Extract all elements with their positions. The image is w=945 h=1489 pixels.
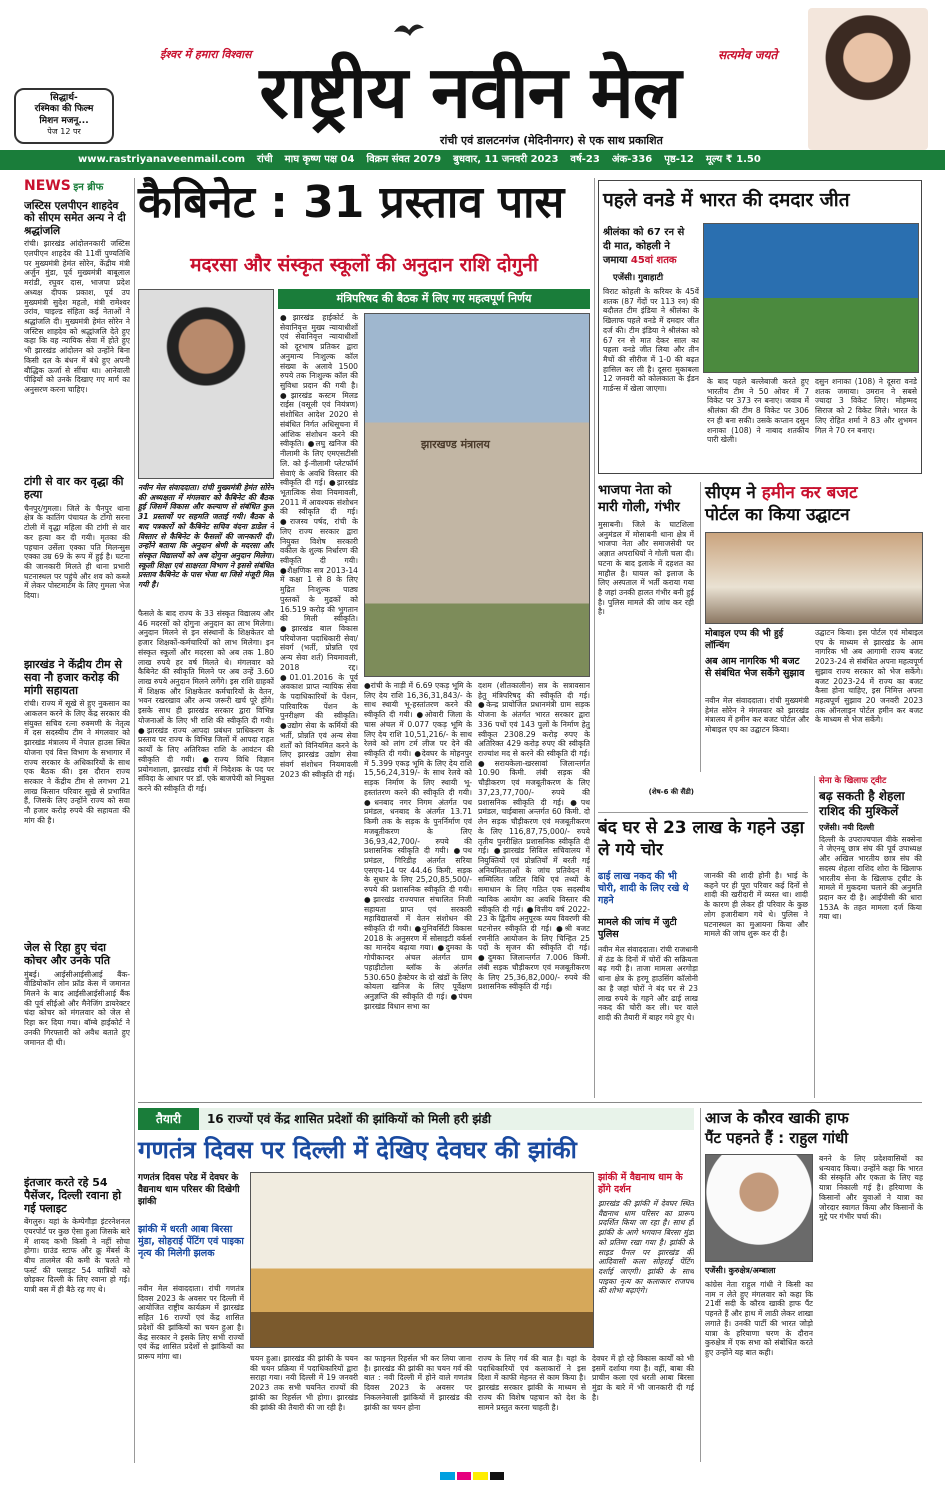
cricket-overlay-1: श्रीलंका को 67 रन से (603, 227, 685, 238)
budget-headline-highlight: हमीन कर बजट (761, 483, 858, 503)
rahul-headline-line-2 (705, 1128, 922, 1148)
dateline-city: रांची (257, 153, 273, 165)
cm-photo-caption: नवीन मेल संवाददाता। रांची मुख्यमंत्री हेमंत सोरेन की अध्यक्षता में मंगलवार को कैबिनेट की बैठक हुई जिसमें विकास और कल्याण से संबंधित कुल 31 प्रस्तावों पर सहमति जताई गयी। बैठक के बाद पत्रकारों को कैबिनेट सचिव वंदना डाडेल ने विस्तार से कैबिनेट के फैसलों की जानकारी दी। उन्होंने बताया कि अनुदान श्रेणी के मदरसा और संस्कृत विद्यालयों को अब दोगुना अनुदान मिलेगा। स्कूली शिक्षा एवं साक्षरता विभाग ने इससे संबंधित प्रस्ताव कैबिनेट के पास भेजा था जिसे मंजूरी मिल गयी है। (138, 483, 274, 590)
brief-label: इन ब्रीफ (73, 182, 104, 193)
brief-body: मुंबई। आईसीआईसीआई बैंक-वीडियोकॉन लोन फ्रॉड केस में जमानत मिलने के बाद आईसीआईसीआई बैंक की पूर्व सीईओ और मैनेजिंग डायरेक्टर चंदा कोचर को मंगलवार को जेल से रिहा कर दिया गया। बॉम्बे हाईकोर्ट ने उनकी गिरफ्तारी को अवैध बताते हुए जमानत दी थी। (24, 969, 130, 1047)
dateline-issue: अंक-336 (611, 153, 653, 165)
rahul-headline-2: पैंट पहनते हैं : (705, 1129, 785, 1147)
lead-headline: कैबिनेट : 31 प्रस्ताव पास (138, 177, 565, 228)
century-badge: 45वां शतक (630, 255, 677, 266)
brief-item[interactable] (24, 658, 130, 936)
lead-subhead: मदरसा और संस्कृत स्कूलों की अनुदान राशि दोगुनी (190, 254, 538, 276)
bjp-headline: भाजपा नेता को मारी गोली, गंभीर (598, 483, 680, 515)
masthead-model-photo (808, 8, 928, 150)
theft-story[interactable] (598, 812, 808, 1098)
bjp-story[interactable] (598, 482, 694, 808)
promo-line: सिद्धार्थ- (50, 93, 78, 103)
news-label: NEWS (24, 178, 71, 194)
rahul-headline-3: राहुल गांधी (789, 1129, 849, 1147)
lead-column-4: दशम (शीतकालीन) सत्र के सत्रावसान हेतु मंत्रिपरिषद् की स्वीकृति दी गई। ●केन्द्र प्रायोजित प्रधानमंत्री ग्राम सड़क योजना के अंतर्गत भारत सरकार द्वारा 336 पथों एवं 143 पुलों के निर्माण हेतु स्वीकृत 2308.29 करोड़ रुपए के अतिरिक्त 429 करोड़ रुपए की स्वीकृति राज्यांश मद से करने की स्वीकृति दी गई। ●सरायकेला-खरसावां जिलान्तर्गत 10.90 किमी. लंबी सड़क की चौड़ीकरण एवं मजबूतीकरण के लिए 37,23,77,700/- रुपये की प्रशासनिक स्वीकृति दी गई। ●पथ प्रमंडल, चाईबासा अन्तर्गत 60 किमी. दो लेन सड़क चौड़ीकरण एवं मजबूतीकरण के लिए 116,87,75,000/- रुपये तृतीय पुनरीक्षित प्रशासनिक स्वीकृति दी गई। ●झारखंड सिविल सचिवालय में नियुक्तियों एवं प्रोन्नतियों में बरती गई अनियमितताओं के जांच प्रतिवेदन में सम्मिलित जटिल विधि एवं तथ्यों के समाधान के लिए गठित एक सदस्यीय न्यायिक आयोग का अवधि विस्तार की स्वीकृति दी गई। ●वित्तीय वर्ष 2022-23 के द्वितीय अनुपूरक व्यय विवरणी की घटनोत्तर स्वीकृति दी गई। ●श्री बजट रणनीति आयोजन के लिए चिन्हित 25 पदों के सृजन की स्वीकृति दी गई। ●दुमका जिलान्तर्गत 7.006 किमी. लंबी सड़क चौड़ीकरण एवं मजबूतीकरण के लिए 25,36,82,000/- रुपये की प्रशासनिक स्वीकृति दी गई। (478, 681, 590, 992)
budget-body-2: उद्घाटन किया। इस पोर्टल एवं मोबाइल एप के माध्यम से झारखंड के आम नागरिक भी अब आगामी राज्य बजट 2023-24 से संबंधित अपना महत्वपूर्ण सुझाव राज्य सरकार को भेज सकेंगे। बजट 2023-24 में राज्य का बजट कैसा होना चाहिए, इस निमित्त अपना महत्वपूर्ण सुझाव 20 जनवरी 2023 तक ऑनलाइन पोर्टल हमीन कर बजट के माध्यम से भेज सकेंगे। (815, 628, 923, 725)
news-in-brief (24, 178, 130, 1463)
cricket-overlay-3 (603, 255, 677, 268)
tableau-body-2: चयन हुआ। झारखंड की झांकी के चयन की चयन प्रक्रिया में पदाधिकारियों द्वारा सराहा गया। नयी दिल्ली में 19 जनवरी 2023 तक सभी चयनित राज्यों की झांकी का रिहर्सल भी होगा। झारखंड की झांकी की तैयारी की जा रही है। (250, 1354, 358, 1412)
tableau-headline: गणतंत्र दिवस पर दिल्ली में देखिए देवघर की झांकी (138, 1136, 577, 1164)
brief-title: टांगी से वार कर वृद्धा की हत्या (24, 475, 124, 502)
lead-column-1: फैसले के बाद राज्य के 33 संस्कृत विद्यालय और 46 मदरसों को दोगुना अनुदान का लाभ मिलेगा। अनुदान मिलने से इन संस्थानों के शिक्षकेतर वो हजार शिक्षकों-कर्मचारियों को लाभ मिलेगा। इन संस्कृत स्कूलों और मदरसा को अब तक 1.80 लाख रुपये हर वर्ष मिलते थे। मंगलवार को कैबिनेट की स्वीकृति मिलने पर अब उन्हें 3.60 लाख रुपये अनुदान मिलने लगेंगे। इस राशि ग्राहकों में शिक्षक और शिक्षकेतर कर्मचारियों के वेतन, भवन रखरखाव और अन्य जरूरी खर्च पूरे होंगे। इसके साथ ही झारखंड सरकार द्वारा विभिन्न योजनाओं के लिए भी राशि की स्वीकृति दी गयी। ●झारखंड राज्य आपदा प्रबंधन प्राधिकरण के प्रस्ताव पर राज्य के विभिन्न जिलों में आपदा राहत कार्यों के लिए अतिरिक्त राशि के आवंटन की स्वीकृति दी गयी। ●राज्य विधि विज्ञान प्रयोगशाला, झारखंड रांची में निदेशक के पद पर संविदा के आधार पर डॉ. एके बाजपेयी को नियुक्त करने की स्वीकृति दी गई। (138, 609, 274, 793)
tableau-story[interactable] (138, 1172, 694, 1462)
cricket-column-1: विराट कोहली के करियर के 45वें शतक (87 गेंदों पर 113 रन) की बदौलत टीम इंडिया ने श्रीलंका के खिलाफ पहले वनडे में दमदार जीत दर्ज की। टीम इंडिया ने श्रीलंका को 67 रन से मात देकर साल का पहला वनडे जीत लिया और तीन मैचों की सीरीज में 1-0 की बढ़त हासिल कर ली है। दूसरा मुकाबला 12 जनवरी को कोलकाता के ईडन गार्डन्स में खेला जाएगा। (603, 287, 699, 394)
budget-headline-2: पोर्टल का किया उद्घाटन (705, 505, 850, 525)
website-link[interactable]: www.rastriyanaveenmail.com (78, 153, 246, 165)
cricket-overlay-2: दी मात, कोहली ने (603, 241, 670, 252)
tableau-side-1: गणतंत्र दिवस परेड में देवघर के वैद्यनाथ धाम परिसर की दिखेगी झांकी (138, 1173, 240, 1207)
print-registration-marks (440, 1472, 504, 1480)
column-rule (134, 178, 135, 1463)
app-launch-label: मोबाइल एप्प की भी हुई लॉन्चिंग (705, 629, 784, 651)
promo-page: पेज 12 पर (47, 126, 81, 136)
budget-headline-1: सीएम ने (705, 483, 756, 503)
shehla-headline: बढ़ सकती है शेहला राशिद की मुश्किलें (819, 788, 905, 818)
brief-body: चैनपुर/गुमला। जिले के चैनपुर थाना क्षेत्र के कातिंग पंचायत के टोंगो सरना टोली में वृद्धा महिला की टांगी से वार कर हत्या कर दी गयी। मृतका की पहचान उर्सेला एक्का पति मिलन्सुस एक्का उम्र 69 के रूप में हुई है। घटना की जानकारी मिलते ही थाना प्रभारी घटनास्थल पर पहुंचे और शव को कब्जे में लेकर पोस्टमार्टम के लिए गुमला भेज दिया। (24, 503, 130, 601)
brief-title: इंतजार करते रहे 54 पैसेंजर, दिल्ली रवाना हो गई फ्लाइट (24, 1175, 122, 1215)
brief-title: जस्टिस एलपीएन शाहदेव को सीएम समेत अन्य ने दी श्रद्धांजलि (24, 199, 126, 237)
brief-body: रांची। राज्य में सूखे से हुए नुकसान का आकलन करने के लिए केंद्र सरकार की संयुक्त सचिव रत्ना रुक्मणी के नेतृत्व में दस सदस्यीय टीम ने मंगलवार को झारखंड मंत्रालय में नेपाल हाउस स्थित योजना एवं वित्त विभाग के सभागार में राज्य सरकार के अधिकारियों के साथ एक बैठक की। इस दौरान राज्य सरकार ने केंद्रीय टीम से लगभग 21 लाख किसान परिवार सूखे से प्रभावित हैं, जिसके लिए उन्होंने राज्य को सवा नौ हजार करोड़ रुपये की सहायता की मांग की है। (24, 699, 130, 825)
promo-line: रश्मिका की फिल्म (34, 104, 94, 115)
theft-subhead: ढाई लाख नकद की भी चोरी, शादी के लिए रखे थे गहने (598, 871, 689, 906)
tableau-side-2: झांकी में धरती आबा बिरसा मुंडा, सोहराई पेंटिंग एवं पाइका नृत्य की मिलेगी झलक (138, 1224, 244, 1259)
dateline-year: वर्ष-23 (570, 153, 600, 165)
lead-column-3: ●रांची के नाड़ी में 6.69 एकड़ भूमि के लिए देय राशि 16,36,31,843/- के साथ स्थायी भू-हस्तांतरण करने की स्वीकृति दी गयी। ●ओवारी जिला के चास अंचल में 0.077 एकड़ भूमि के लिए देय राशि 10,51,216/- के साथ रेलवे को लांग टर्म लीज पर देने की स्वीकृति दी गयी। ●देवघर के मोहनपुर में 5.399 एकड़ भूमि के लिए देय राशि 15,56,24,319/- के साथ रेलवे को सड़क निर्माण के लिए स्थायी भू-हस्तांतरण करने की स्वीकृति दी गयी। ●धनबाद नगर निगम अंतर्गत पथ प्रमंडल, धनबाद के अंतर्गत 13.71 किमी तक के सड़क के पुनर्निर्माण एवं मजबूतीकरण के लिए 36,93,42,700/- रुपये की प्रशासनिक स्वीकृति दी गयी। ●पथ प्रमंडल, गिरिडीह अंतर्गत सरिया एसएच-14 पर 44.46 किमी. सड़क के सुधार के लिए 25,20,85,500/- रुपये की प्रशासनिक स्वीकृति दी गयी। ●झारखंड राज्यपाल संचालित निजी सहायता प्राप्त एवं सरकारी महाविद्यालयों में वेतन संशोधन की स्वीकृति दी गयी। ●युनिवर्सिटी विकास 2018 के अनुसरण में सोसाइटी वर्कर्स का मानदेय बढ़ाया गया। ●दुमका के गोपीकान्दर अंचल अंतर्गत ग्राम पहाड़ीटोला ब्लॉक के अंतर्गत 530.650 हेक्टेयर के दो खंडों के लिए कोयला खनिज के लिए पूर्वेक्षण अनुज्ञप्ति की स्वीकृति दी गई। ●पंचम झारखंड विधान सभा का (364, 681, 472, 1011)
lead-decision-bar: मंत्रिपरिषद की बैठक में लिए गए महत्वपूर्ण निर्णय (278, 289, 590, 309)
theft-headline: बंद घर से 23 लाख के गहने उड़ा ले गये चोर (598, 818, 805, 860)
brief-title: जेल से रिहा हुए चंदा कोचर और उनके पति (24, 941, 110, 968)
secretariat-photo (364, 313, 590, 677)
section-rule (138, 1102, 922, 1103)
column-rule (594, 178, 595, 1098)
shehla-body: दिल्ली के उपराज्यपाल वीके सक्सेना ने जेएनयू छात्र संघ की पूर्व उपाध्यक्ष और अखिल भारतीय छात्र संघ की सदस्य शेहला राशिद शोरा के खिलाफ भारतीय सेना के खिलाफ ट्वीट के मामले में मुकदमा चलाने की अनुमति प्रदान कर दी है। आईपीसी की धारा 153A के तहत मामला दर्ज किया गया था। (819, 834, 922, 922)
budget-headline-line-1 (705, 482, 922, 504)
newspaper-title: राष्ट्रीय नवीन मेल (259, 50, 681, 134)
masthead (0, 0, 945, 150)
rahul-photo (705, 1154, 813, 1262)
tableau-strap (138, 1108, 694, 1130)
cricket-column-2: के बाद पहले बल्लेबाजी करते हुए भारतीय टीम ने 50 ओवर में 7 विकेट पर 373 रन बनाए। जवाब में श्रीलंका की टीम 8 विकेट पर 306 रन ही बना सकी। उसके कप्तान दसुन शनाका (108) ने नाबाद शतकीय पारी खेली। (707, 377, 809, 445)
tableau-body-3: का फाइनल रिहर्सल भी कर लिया जाना है। झारखंड की झांकी का चयन गर्व की बात : नवी दिल्ली में होने वाले गणतंत्र दिवस 2023 के अवसर पर निकलनेवाली झांकियों में झारखंड की झांकी का चयन होना (364, 1354, 472, 1412)
brief-item[interactable] (24, 475, 130, 651)
theft-body-2: जानकी की शादी होनी है। भाई के कहने पर ही पूरा परिवार कई दिनों से शादी की खरीदारी में व्यस्त था। शादी के कारण ही लेकर ही परिवार के कुछ लोग हजारीबाग गये थे। पुलिस ने घटनास्थल का मुआयना किया और मामले की जांच शुरू कर दी है। (704, 871, 808, 939)
tableau-tag: तैयारी (138, 1108, 199, 1130)
tagline-left: ईश्वर में हमारा विश्वास (160, 48, 252, 61)
dateline-date: बुधवार, 11 जनवरी 2023 (453, 153, 559, 165)
brief-item[interactable] (24, 941, 130, 1169)
bird-icon (392, 18, 426, 44)
cricket-overlay-3a: जमाया (603, 255, 628, 266)
dateline-samvat: विक्रम संवत 2079 (366, 153, 442, 165)
theft-note: मामले की जांच में जुटी पुलिस (598, 917, 677, 940)
lead-story[interactable] (138, 175, 590, 1103)
news-brief-label (24, 178, 130, 196)
brief-title: झारखंड ने केंद्रीय टीम से सवा नौ हजार करोड़ की मांगी सहायता (24, 657, 122, 698)
theft-body-1: नवीन मेल संवाददाता। रांची राजधानी में ठंड के दिनों में चोरों की सक्रियता बढ़ गयी है। ताजा मामला अरगोड़ा थाना क्षेत्र के हरमू हाउसिंग कॉलोनी का है जहां चोरों ने बंद घर से 23 लाख रुपये के गहने और ढाई लाख नकद की चोरी कर ली। घर वाले शादी की तैयारी में बाहर गये हुए थे। (598, 945, 698, 1023)
promo-box[interactable] (14, 88, 114, 144)
publication-subtitle: रांची एवं डालटनगंज (मेदिनीनगर) से एक साथ प्रकाशित (440, 134, 663, 147)
dateline-price: मूल्य ₹ 1.50 (705, 153, 761, 165)
bjp-body: मुसाबनी। जिले के घाटशिला अनुमंडल में मोसाबनी थाना क्षेत्र में भाजपा नेता और समाजसेवी पर अज्ञात अपराधियों ने गोली चला दी। घटना के बाद इलाके में दहशत का माहौल है। घायल को इलाज के लिए अस्पताल में भर्ती कराया गया है जहां उनकी हालत गंभीर बनी हुई है। पुलिस मामले की जांच कर रही है। (598, 520, 694, 617)
cricket-column-3: दसुन शनाका (108) ने दूसरा वनडे शतक जमाया। उमरान ने सबसे ज्यादा 3 विकेट लिए। मोहम्मद सिराज को 2 विकेट मिले। भारत के लिए रोहित शर्मा ने 83 और शुभमन गिल ने 70 रन बनाए। (815, 377, 917, 435)
shehla-section-label: सेना के खिलाफ ट्वीट (819, 776, 887, 786)
tableau-box (598, 1172, 694, 1348)
lead-column-2: ●झारखंड हाईकोर्ट के सेवानिवृत्त मुख्य न्यायाधीशों एवं सेवानिवृत्त न्यायाधीशों को दूरभाष प्रतिकर द्वारा अनुमान्य निःशुल्क कॉल संख्या के अलावे 1500 रुपये तक निःशुल्क कॉल की सुविधा प्रदान की गयी है। ●झारखंड कस्टम मिलड राईस (वसूली एवं नियंत्रण) संशोधित आदेश 2020 से संबंधित निर्गत अधिसूचना में आंशिक संशोधन करने की स्वीकृति। ●लघु खनिज की नीलामी के लिए एमएसटीसी लि. को ई-नीलामी प्लेटफॉर्म सेवाएं के अवधि विस्तार की स्वीकृति दी गई। ●झारखंड भूतात्विक सेवा नियमावली, 2011 में आवश्यक संशोधन की स्वीकृति दी गई। ●राजस्व पर्षद, रांची के लिए राज्य सरकार द्वारा नियुक्त विशेष सरकारी वकील के शुल्क निर्धारण की स्वीकृति दी गयी। ●शैक्षणिक सत्र 2013-14 में कक्षा 1 से 8 के लिए मुद्रित निःशुल्क पाठ्य पुस्तकों के मुद्रकों को 16.519 करोड़ की भुगतान की मिली स्वीकृति। ●झारखंड बाल विकास परियोजना पदाधिकारी सेवा/संवर्ग (भर्ती, प्रोन्नति एवं अन्य सेवा शर्त) नियमावली, 2018 रद्द। ●01.01.2016 के पूर्व अवकाश प्राप्त न्यायिक सेवा के पदाधिकारियों के पेंशन, पारिवारिक पेंशन के पुनरीक्षण की स्वीकृति। ●उद्योग सेवा के कर्मियों की भर्ती, प्रोन्नति एवं अन्य सेवा शर्तों को विनियमित करने के लिए झारखंड उद्योग सेवा संवर्ग संशोधन नियमावली 2023 की स्वीकृति दी गई। (280, 313, 358, 779)
promo-line: मिशन मजनू... (39, 115, 89, 126)
dateline-tithi: माघ कृष्ण पक्ष 04 (284, 153, 355, 165)
rahul-body-right: बनने के लिए प्रदेशवासियों का धन्यवाद किया। उन्होंने कहा कि भारत की संस्कृति और एकता के लिए यह यात्रा निकाली गई है। हरियाणा के किसानों और युवाओं ने यात्रा का जोरदार स्वागत किया और किसानों के मुद्दे पर गंभीर चर्चा की। (819, 1154, 923, 1222)
budget-body-1: नवीन मेल संवाददाता। रांची मुख्यमंत्री हेमंत सोरेन ने मंगलवार को झारखंड मंत्रालय में हमीन कर बजट पोर्टल और मोबाइल एप का उद्घाटन किया। (705, 696, 809, 735)
brief-body: बेंगलुरु। यहां के केम्पेगौड़ा इंटरनेशनल एयरपोर्ट पर कुछ ऐसा हुआ जिसके बारे में शायद कभी किसी ने नहीं सोचा होगा। ग्राउंड स्टाफ और क्रू मेंबर्स के बीच तालमेल की कमी के चलते गो फर्स्ट की फ्लाइट 54 यात्रियों को छोड़कर दिल्ली के लिए रवाना हो गई। यात्री बस में ही बैठे रह गए थे। (24, 1217, 130, 1295)
brief-item[interactable] (24, 1176, 130, 1388)
cricket-story[interactable] (598, 180, 922, 474)
rahul-body: कांग्रेस नेता राहुल गांधी ने किसी का नाम न लेते हुए मंगलवार को कहा कि 21वीं सदी के कौरव खाकी हाफ पैंट पहनते हैं और हाथ में लाठी लेकर शाखा लगाते हैं। उनकी पार्टी की भारत जोड़ो यात्रा के हरियाणा चरण के दौरान कुरुक्षेत्र में एक सभा को संबोधित करते हुए उन्होंने यह बात कही। (705, 1280, 813, 1358)
rahul-headline-1: आज के कौरव खाकी हाफ (705, 1109, 849, 1127)
motto: सत्यमेव जयते (718, 48, 778, 62)
cm-photo (138, 289, 274, 479)
kohli-photo (703, 223, 919, 373)
dateline-pages: पृष्ठ-12 (664, 153, 694, 165)
tableau-box-body: झारखंड की झांकी में देवघर स्थित वैद्यनाथ धाम परिसर का प्रारूप प्रदर्शित किया जा रहा है। साथ ही झांकी के आगे भगवान बिरसा मुंडा को प्रतिमा रखा गया है। झांकी के साइड पैनल पर झारखंड की आदिवासी कला सोहराई पेंटिंग दर्शाई जाएगी। झांकी के साथ पाइका नृत्य का कलाकार राजपथ की शोभा बढ़ाएंगे। (598, 1199, 694, 1296)
budget-portal-story[interactable] (700, 482, 922, 772)
rahul-byline: एजेंसी। कुरुक्षेत्र/अम्बाला (705, 1266, 776, 1275)
budget-subhead: अब आम नागरिक भी बजट से संबंधित भेज सकेंगे सुझाव (705, 656, 805, 679)
dateline-bar (0, 150, 945, 170)
tableau-photo (250, 1172, 594, 1348)
tableau-box-body-2: देवघर में हो रहे विकास कार्यों को भी इसमें दर्शाया गया है। वहीं, बाबा की प्राचीन कला एवं धरती आबा बिरसा मुंडा के बारे में भी जानकारी दी गई है। (592, 1354, 694, 1402)
tableau-strapline: 16 राज्यों एवं केंद्र शासित प्रदेशों की झांकियों को मिली हरी झंडी (206, 1111, 491, 1126)
tableau-body: नवीन मेल संवाददाता। रांची गणतंत्र दिवस 2023 के अवसर पर दिल्ली में आयोजित राष्ट्रीय कार्यक्रम में झारखंड सहित 16 राज्यों एवं केंद्र शासित प्रदेशों की झांकियों का चयन हुआ है। केंद्र सरकार ने इसके लिए सभी राज्यों एवं केंद्र शासित प्रदेशों से झांकियों का प्रारूप मांगा था। (138, 1284, 244, 1362)
brief-body: रांची। झारखंड आंदोलनकारी जस्टिस एलपीएन शाहदेव की 11वीं पुण्यतिथि पर मुख्यमंत्री हेमंत सोरेन, केंद्रीय मंत्री अर्जुन मुंडा, पूर्व मुख्यमंत्री बाबूलाल मरांडी, रघुवर दास, भाजपा प्रदेश अध्यक्ष दीपक प्रकाश, पूर्व उप मुख्यमंत्री सुदेश महतो, मंत्री रामेश्वर उरांव, चाइल्ड संहिता कई नेताओं ने श्रद्धांजलि दी। मुख्यमंत्री हेमंत सोरेन ने जस्टिस शाहदेव को श्रद्धांजलि देते हुए कहा कि वह न्यायिक सेवा में होते हुए भी झारखंड आंदोलन को उन्होंने बिना किसी दल के बंधन में बंधे हुए अपनी बौद्धिक ऊर्जा से सींचा था। आनेवाली पीढ़ियों को उनके दिखाए गए मार्ग का अनुसरण करना चाहिए। (24, 239, 130, 395)
cricket-byline: एजेंसी। गुवाहाटी (613, 273, 664, 283)
bjp-continued: (शेष-6 की सैंडी) (648, 788, 694, 796)
tableau-box-title: झांकी में वैद्यनाथ धाम के होंगे दर्शन (598, 1172, 683, 1195)
cricket-headline: पहले वनडे में भारत की दमदार जीत (603, 189, 850, 211)
budget-launch-photo (705, 532, 923, 624)
brief-item[interactable] (24, 200, 130, 470)
tableau-body-4: राज्य के लिए गर्व की बात है। यहां के पदाधिकारियों एवं कलाकारों ने इस दिशा में काफी मेहनत से काम किया है। झारखंड सरकार झांकी के माध्यम से राज्य की विशेष पहचान को देश के सामने प्रस्तुत करना चाहती है। (478, 1354, 586, 1412)
shehla-story[interactable] (814, 776, 922, 1098)
shehla-byline: एजेंसी। नयी दिल्ली (819, 822, 875, 832)
rahul-story[interactable] (700, 1108, 922, 1462)
building-sign: झारखण्ड मंत्रालय (421, 438, 490, 451)
